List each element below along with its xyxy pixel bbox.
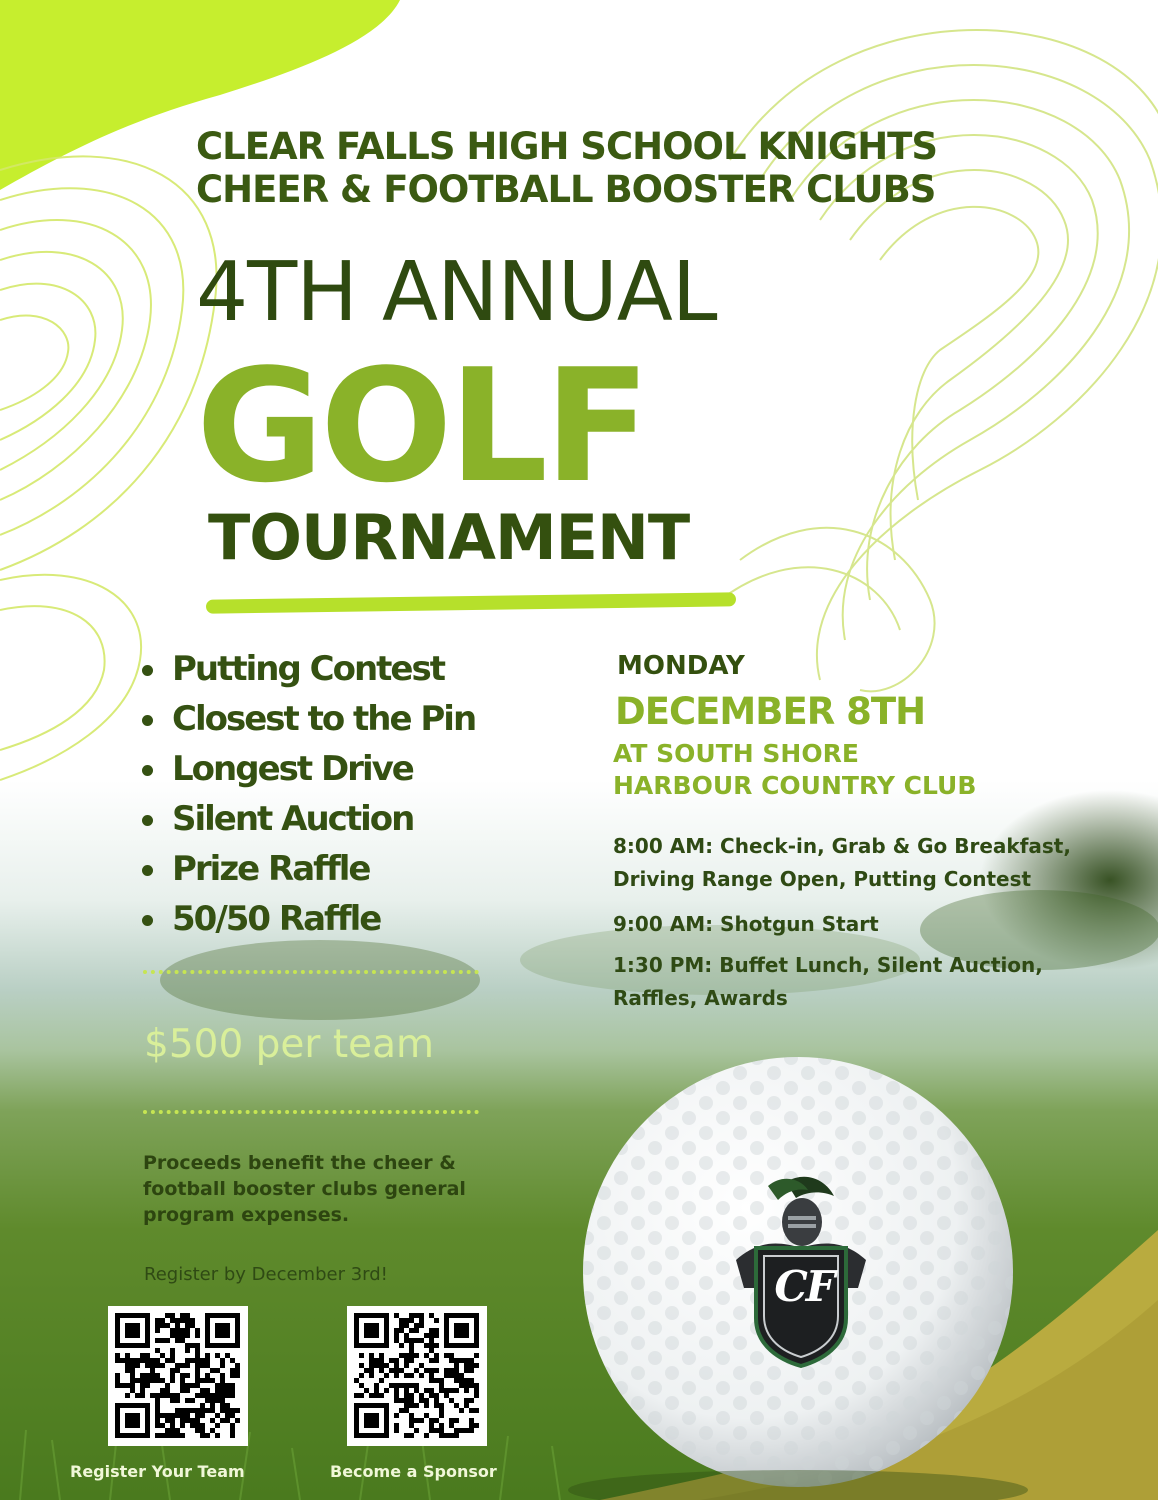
register-team-link[interactable]: Register Your Team (70, 1462, 245, 1481)
list-item: Longest Drive (172, 744, 612, 794)
event-venue (613, 738, 1073, 802)
proceeds-note: Proceeds benefit the cheer & football booster clubs general program expenses. (143, 1152, 466, 1226)
list-item: Putting Contest (172, 644, 612, 694)
register-team-qr-code[interactable] (108, 1306, 248, 1446)
schedule-item: 8:00 AM: Check-in, Grab & Go Breakfast, Driving Range Open, Putting Contest (613, 834, 1071, 891)
schedule-item: 1:30 PM: Buffet Lunch, Silent Auction, Raffles, Awards (613, 953, 1043, 1010)
venue-line-1: AT SOUTH SHORE (613, 739, 859, 768)
header-line-2: CHEER & FOOTBALL BOOSTER CLUBS (196, 168, 936, 211)
event-schedule (613, 830, 1093, 1027)
annual-title: 4TH ANNUAL (196, 245, 717, 340)
become-sponsor-link[interactable]: Become a Sponsor (330, 1462, 497, 1481)
feature-list (140, 644, 612, 944)
logo-monogram: CF (774, 1262, 834, 1311)
schedule-item: 9:00 AM: Shotgun Start (613, 912, 879, 936)
tournament-title: TOURNAMENT (208, 501, 690, 574)
team-price: $500 per team (144, 1022, 435, 1067)
register-deadline: Register by December 3rd! (144, 1264, 388, 1285)
become-sponsor-qr-code[interactable] (347, 1306, 487, 1446)
event-day: MONDAY (617, 651, 745, 681)
header-line-1: CLEAR FALLS HIGH SCHOOL KNIGHTS (196, 125, 938, 168)
list-item: Prize Raffle (172, 844, 612, 894)
venue-line-2: HARBOUR COUNTRY CLUB (613, 771, 977, 800)
list-item: Silent Auction (172, 794, 612, 844)
list-item: 50/50 Raffle (172, 894, 612, 944)
dotted-divider (143, 1110, 479, 1114)
golf-title: GOLF (196, 335, 647, 517)
dotted-divider (143, 970, 479, 974)
event-date: DECEMBER 8TH (615, 690, 926, 733)
organization-header (196, 125, 1096, 211)
list-item: Closest to the Pin (172, 694, 612, 744)
